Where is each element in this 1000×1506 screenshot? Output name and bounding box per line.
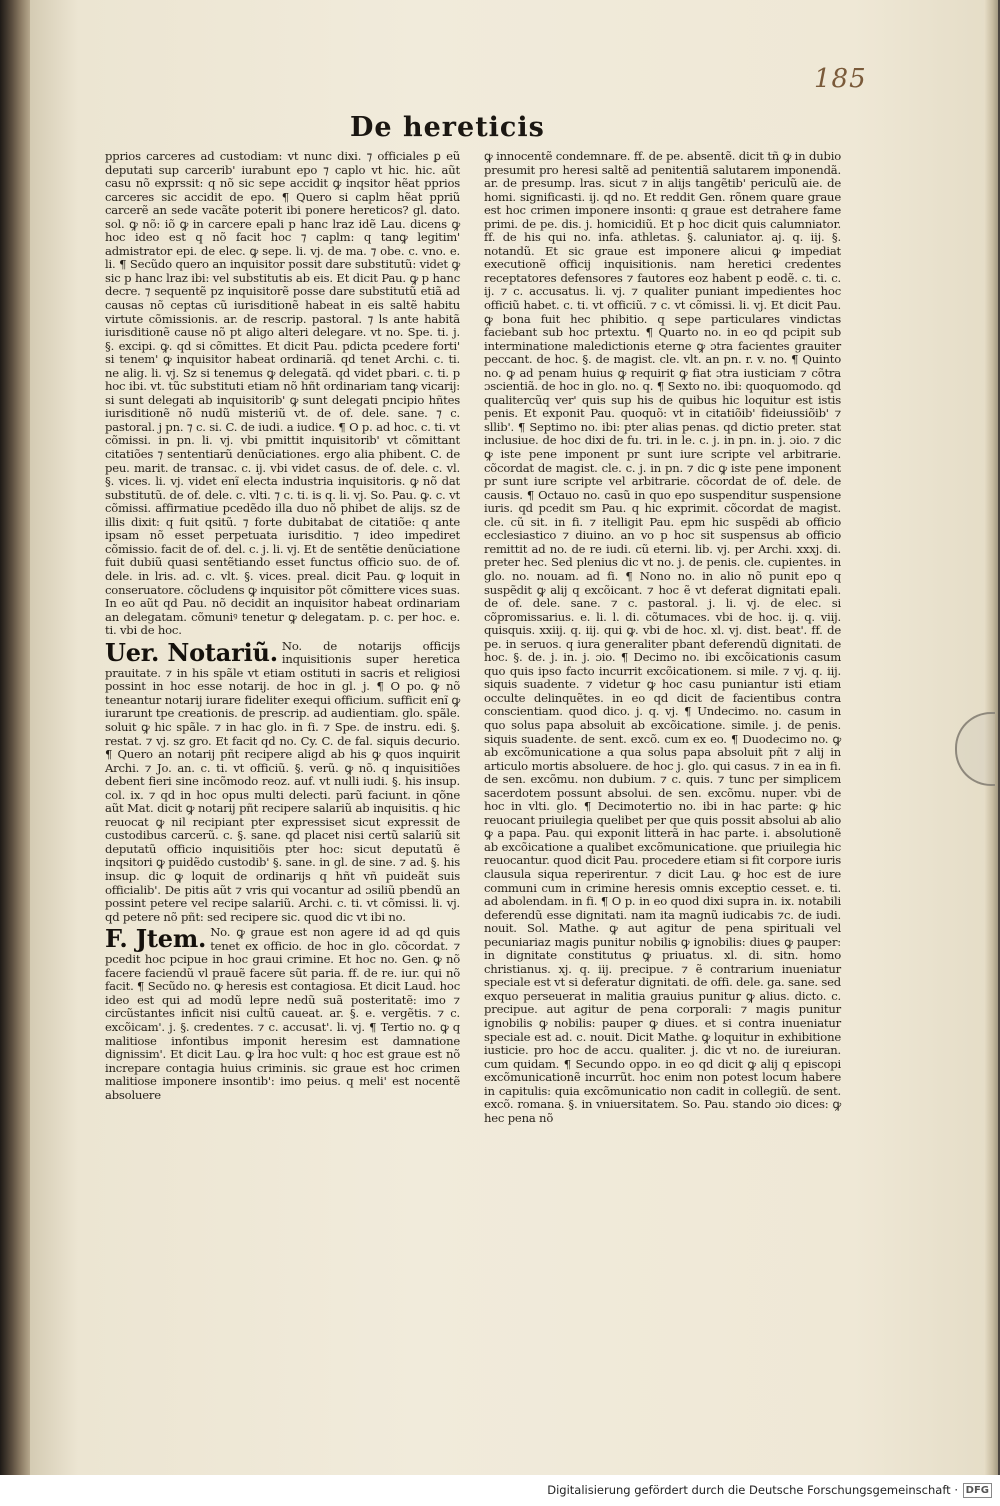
item-section xyxy=(105,926,460,1102)
left-column xyxy=(105,150,460,1104)
funding-credit: Digitalisierung gefördert durch die Deutsche Forschungsgemeinschaft · xyxy=(547,1483,958,1497)
dfg-logo-icon: DFG xyxy=(963,1483,992,1498)
right-column xyxy=(484,150,841,1125)
left-commentary-paragraph: pprios carceres ad custodiam: vt nunc dixi. ⁊ officiales ꝑ eũ deputati sup carcerib' iurabunt epo ⁊ caplo vt hic. hic. aũt casu nõ exprssit: q nõ sic sepe accidit ꝙ inqsitor hẽat pprios carceres sic accidit de epo. ¶ Quero si caplm hẽat ppriũ carcerẽ an sede vacãte poterit ibi ponere hereticos? gl. dato. sol. ꝙ nõ: iõ ꝙ in carcere epali p hanc lraz idẽ Lau. dicens ꝙ hoc ideo est q nõ facit hoc ⁊ caplm: q tanꝙ legitim' admistrator epi. de elec. ꝙ sepe. li. vj. de ma. ⁊ obe. c. vno. e. li. ¶ Secũdo quero an inquisitor possit dare substitutũ: videt ꝙ sic p hanc lraz ibi: vel substitutis ab eis. Et dicit Pau. ꝙ p hanc decre. ⁊ sequentẽ pz inquisitorẽ posse dare substitutũ etiã ad causas nõ ceptas cũ iurisditionẽ habeat in eis saltẽ habitu virtute cõmissionis. ar. de rescrip. pastoral. ⁊ ls ante habitã iurisditionẽ cause nõ pt aligo alteri delegare. vt no. Spe. ti. j. §. excipi. ꝙ. qd si cõmittes. Et dicit Pau. pdicta pcedere forti' si tenem' ꝙ inquisitor habeat ordinariã. qd tenet Archi. c. ti. ne alig. li. vj. Sz si tenemus ꝙ delegatã. qd videt pbari. c. ti. p hoc ibi. vt. tũc substituti etiam nõ hñt ordinariam tanꝙ vicarij: si sunt delegati ab inquisitorib' ꝙ sunt delegati pncipio hñtes iurisditionẽ nõ nudũ misteriũ vt. de of. dele. sane. ⁊ c. pastoral. j pn. ⁊ c. si. C. de iudi. a iudice. ¶ O p. ad hoc. c. ti. vt cõmissi. in pn. li. vj. vbi pmittit inquisitorib' vt cõmittant citatiões ⁊ sententiarũ denũciationes. ergo alia phibent. C. de peu. marit. de transac. c. ij. vbi videt casus. de of. dele. c. vl. §. vices. li. vj. videt enĩ electa industria inquisitoris. ꝙ nõ dat substitutũ. de of. dele. c. vlti. ⁊ c. ti. is q. li. vj. So. Pau. ꝙ. c. vt cõmissi. affirmatiue pcedẽdo illa duo nõ phibet de alijs. sz de illis dixit: q fuit qsitũ. ⁊ forte dubitabat de citatiõe: q ante ipsam nõ esset perpetuata iurisditio. ⁊ ideo impediret cõmissio. facit de of. del. c. j. li. vj. Et de sentẽtie denũciatione fuit dubiũ quasi sentẽtiando esset functus officio suo. de of. dele. in lris. ad. c. vlt. §. vices. preal. dicit Pau. ꝙ loquit in conseruatore. cõcludens ꝙ inquisitor põt cõmittere vices suas. In eo aũt qd Pau. nõ decidit an inquisitor habeat ordinariam an delegatam. cõmuniꝰ tenetur ꝙ delegatam. p. c. per hoc. e. ti. vbi de hoc. xyxy=(105,149,460,638)
notary-gloss: No. de notarijs officijs inquisitionis super heretica prauitate. ⁊ in his spãle vt etiam ostituti in sacris et religiosi possint in hoc esse notarij. de hoc in gl. j. ¶ O po. ꝙ nõ teneantur notarij iurare fideliter exequi officium. sufficit enĩ ꝙ iurarunt tpe creationis. de prescrip. ad audientiam. glo. spãle. soluit ꝙ hic spãle. ⁊ in hac glo. in fi. ⁊ Spe. de instru. edi. §. restat. ⁊ vj. sz gro. Et facit qd no. Cy. C. de fal. siquis decurio. ¶ Quero an notarij pñt recipere aligd ab his ꝙ quos inquirit Archi. ⁊ Jo. an. c. ti. vt officiũ. §. verũ. ꝙ nõ. q inquisitiões debent fieri sine incõmodo reoz. auf. vt nulli iudi. §. his insup. col. ix. ⁊ qd in hoc opus multi delecti. parũ faciunt. in qõne aũt Mat. dicit ꝙ notarij pñt recipere salariũ ab inquisitis. q hic reuocat ꝙ nil recipiant pter expressiset sicut expressit de custodibus carcerũ. c. §. sane. qd placet nisi certũ salariũ sit deputatũ officio inquisitiõis pter hoc: sicut deputatũ ẽ inqsitori ꝙ puidẽdo custodib' §. sane. in gl. de sine. ⁊ ad. §. his insup. dic ꝙ loquit de ordinarijs q hñt vñ puideãt suis officialib'. De pitis aũt ⁊ vris qui vocantur ad ɔsiliũ pbendũ an possint petere vel recipe salariũ. Archi. c. ti. vt cõmissi. li. vj. qd petere nõ pñt: sed recipere sic. quod dic vt ibi no. xyxy=(105,638,460,924)
notary-rubric: Uer. Notariũ. xyxy=(105,637,278,667)
item-gloss: No. ꝙ graue est non agere id ad qd quis tenet ex officio. de hoc in glo. cõcordat. ⁊ pcedit hoc pcipue in hoc graui crimine. Et hoc no. Gen. ꝙ nõ facere faciendũ vl prauẽ facere sũt paria. ff. de re. iur. qui nõ facit. ¶ Secũdo no. ꝙ heresis est contagiosa. Et dicit Laud. hoc ideo est qui ad modũ lepre nedũ suã posteritatẽ: imo ⁊ circũstantes inficit nisi cultũ caueat. ar. §. e. vergẽtis. ⁊ c. excõicam'. j. §. credentes. ⁊ c. accusat'. li. vj. ¶ Tertio no. ꝙ q malitiose infontibus imponit heresim est damnatione dignissim'. Et dicit Lau. ꝙ lra hoc vult: q hoc est graue est nõ increpare contagia huius criminis. sic graue est hoc crimen malitiose imponere insontib': imo peius. q meli' est nocentẽ absoluere xyxy=(105,925,460,1102)
notary-section xyxy=(105,637,460,924)
digitization-footer xyxy=(0,1475,1000,1506)
running-head: De hereticis xyxy=(350,112,545,143)
item-rubric: F. Jtem. xyxy=(105,924,207,954)
book-binding xyxy=(0,0,34,1475)
folio-number: 185 xyxy=(814,64,867,94)
right-commentary-paragraph: ꝙ innocentẽ condemnare. ff. de pe. absentẽ. dicit tñ ꝙ in dubio presumit pro heresi saltẽ ad penitentiã salutarem imponendã. ar. de presump. lras. sicut ⁊ in alijs tangẽtib' periculũ aie. de homi. significasti. ij. qd no. Et reddit Gen. rõnem quare graue est hoc crimen imponere insonti: q graue est detrahere fame primi. de pe. dis. j. homicidiũ. Et p hoc dicit quis calumniator. ff. de his qui no. infa. athletas. §. caluniator. aj. q. iij. §. notandũ. Et sic graue est imponere alicui ꝙ impediat executionẽ officij inquisitionis. nam heretici credentes receptatores defensores ⁊ fautores eoz habent p eodẽ. c. ti. c. ij. ⁊ c. accusatus. li. vj. ⁊ qualiter puniant impedientes hoc officiũ habet. c. ti. vt officiũ. ⁊ c. vt cõmissi. li. vj. Et dicit Pau. ꝙ bona fuit hec phibitio. q sepe particulares vindictas faciebant sub hoc prtextu. ¶ Quarto no. in eo qd pcipit sub interminatione maledictionis eterne ꝙ ɔtra facientes grauiter peccant. de hoc. §. de magist. cle. vlt. an pn. r. v. no. ¶ Quinto no. ꝙ ad penam huius ꝙ requirit ꝙ fiat ɔtra iusticiam ⁊ cõtra ɔscientiã. de hoc in glo. no. q. ¶ Sexto no. ibi: quoquomodo. qd qualitercũq ver' quis sup his de quibus hic loquitur est istis penis. Et exponit Pau. quoquõ: vt in citatiõib' fideiussiõib' ⁊ sllib'. ¶ Septimo no. ibi: pter alias penas. qd dictio preter. stat inclusiue. de hoc dixi de fu. tri. in le. c. j. in pn. in. j. ɔio. ⁊ dic ꝙ iste pene imponent pr sunt iure scripte vel arbitrarie. cõcordat de magist. cle. c. j. in pn. ⁊ dic ꝙ iste pene imponent pr sunt iure scripte vel arbitrarie. cõcordat de of. dele. de causis. ¶ Octauo no. casũ in quo epo suspenditur suspensione iuris. qd pcedit sm Pau. q hic exprimit. cõcordat de magist. cle. cũ sit. in fi. ⁊ itelligit Pau. epm hic suspẽdi ab officio ecclesiastico ⁊ diuino. an vo p hoc sit suspensus ab officio remittit ad no. de re iudi. cũ eterni. lib. vj. per Archi. xxxj. di. preter hec. Sed plenius dic vt no. j. de penis. cle. cupientes. in glo. no. nouam. ad fi. ¶ Nono no. in alio nõ punit epo q suspẽdit ꝙ alij q excõicant. ⁊ hoc ẽ vt deferat dignitati epali. de of. dele. sane. ⁊ c. pastoral. j. li. vj. de elec. si cõpromissarius. e. li. l. di. cõtumaces. vbi de hoc. ij. q. viij. quisquis. xxiij. q. iij. qui ꝙ. vbi de hoc. xl. vj. dist. beat'. ff. de pe. in seruos. q iura generaliter pbant deferendũ dignitati. de hoc. §. de. j. in. j. ɔio. ¶ Decimo no. ibi excõicationis casum quo quis ipso facto incurrit excõicationem. si mile. ⁊ vj. q. iij. siquis suadente. ⁊ videtur ꝙ hoc casu puniantur isti etiam occulte delinquẽtes. in eo qd dicit de facientibus contra conscientiam. quod dico. j. q. vj. ¶ Undecimo. no. casum in quo solus papa absoluit ab excõicatione. simile. j. de penis. siquis suadente. de sent. excõ. cum ex eo. ¶ Duodecimo no. ꝙ ab excõmunicatione a qua solus papa absoluit pñt ⁊ alij in articulo mortis absoluere. de hoc j. glo. qui casus. ⁊ in ea in fi. de sen. excõmu. non dubium. ⁊ c. quis. ⁊ tunc per simplicem sacerdotem possunt absolui. de sen. excõmu. nuper. vbi de hoc in vlti. glo. ¶ Decimotertio no. ibi in hac parte: ꝙ hic reuocant priuilegia quelibet per que quis possit absolui ab alio ꝙ a papa. Pau. qui exponit litterã in hac parte. i. absolutionẽ ab excõicatione a qualibet excõmunicatione. que priuilegia hic reuocantur. quod dicit Pau. procedere etiam si fit corpore iuris clausula siqua reperirentur. ⁊ dicit Lau. ꝙ hoc est de iure communi cum in crimine heresis omnis exceptio cesset. e. ti. ad abolendam. in fi. ¶ O p. in eo quod dixi supra in. ix. notabili deferendũ esse dignitati. nam ita magnũ iudicabis ⁊c. de iudi. nouit. Sol. Mathe. ꝙ aut agitur de pena spirituali vel pecuniariaz magis punitur nobilis ꝙ ignobilis: diues ꝙ pauper: in dignitate constitutus ꝙ priuatus. xl. di. sitn. homo christianus. xj. q. iij. precipue. ⁊ ẽ contrarium inueniatur speciale est vt si deferatur dignitati. de offi. dele. ga. sane. sed exquo perseuerat in malitia grauius punitur ꝙ alius. dicto. c. precipue. aut agitur de pena corporali: ⁊ magis punitur ignobilis ꝙ nobilis: pauper ꝙ diues. et si contra inueniatur speciale est ad. c. nouit. Dicit Mathe. ꝙ loquitur in exhibitione iusticie. pro hoc de accu. qualiter. j. dic vt no. de iureiuran. cum quidam. ¶ Secundo oppo. in eo qd dicit ꝙ alij q episcopi excõmunicationẽ incurrũt. hoc enim non potest locum habere in capitulis: quia excõmunicatio non cadit in collegiũ. de sent. excõ. romana. §. in vniuersitatem. So. Pau. stando ɔio dices: ꝙ hec pena nõ xyxy=(484,149,841,1125)
